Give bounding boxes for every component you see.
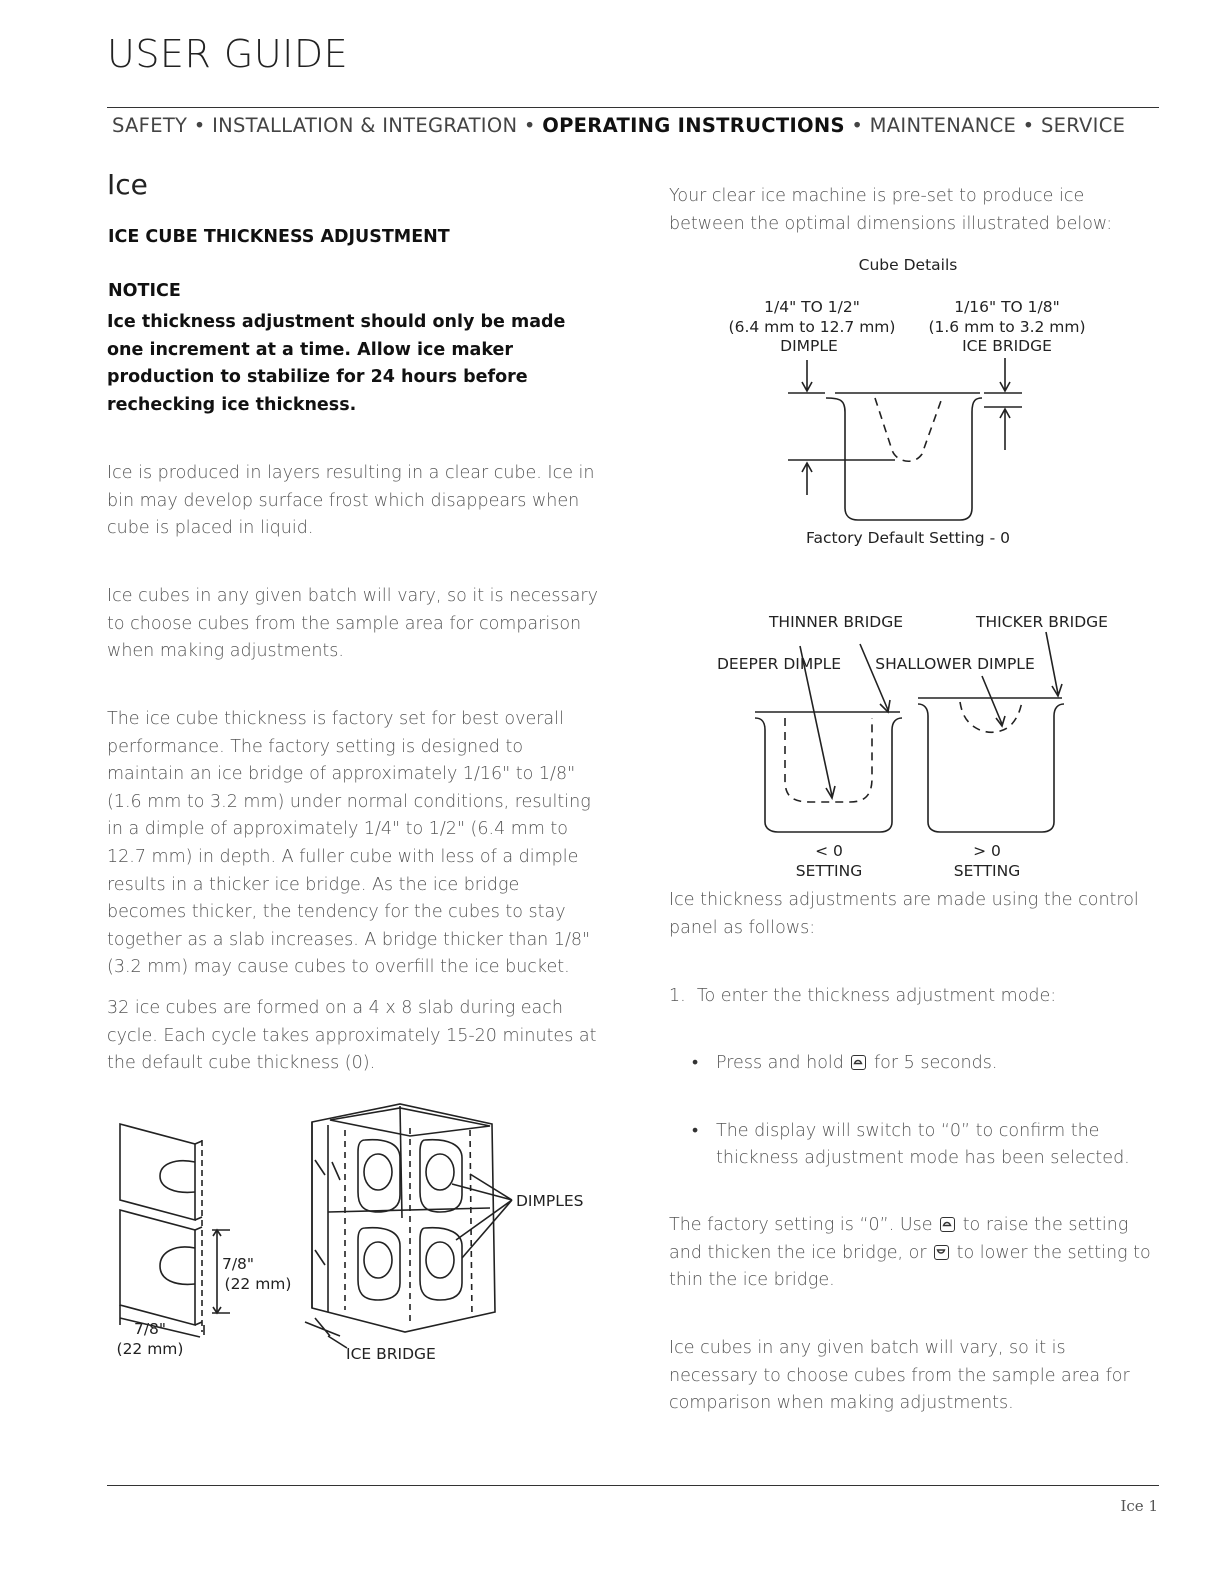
section-title: Ice (107, 168, 148, 201)
notice-body: Ice thickness adjustment should only be made one increment at a time. Allow ice maker production to stabilize for 24 hours before rechecking ice thickness. (107, 312, 566, 415)
gt-zero-value: > 0 (973, 842, 1001, 860)
page-title: USER GUIDE (107, 32, 349, 76)
paragraph-batch-vary: Ice cubes in any given batch will vary, so it is necessary to choose cubes from the sample area for comparison when making adjustments. (107, 586, 598, 662)
width-dim-2: (22 mm) (116, 1340, 184, 1358)
adjust-paragraph: Ice thickness adjustments are made using the control panel as follows: (669, 890, 1139, 938)
bullet-press-hold (692, 1050, 1132, 1078)
down-button-icon (934, 1245, 949, 1260)
deeper-dimple-label: DEEPER DIMPLE (716, 655, 842, 673)
nav-separator: • (187, 114, 213, 137)
ice-slab-figure (100, 1100, 620, 1380)
dimple-label: DIMPLE (780, 337, 838, 355)
bridge-range-mm: (1.6 mm to 3.2 mm) (928, 318, 1086, 336)
up-button-icon (940, 1217, 955, 1232)
factory-text-a: The factory setting is “0”. Use (669, 1215, 939, 1235)
shallower-dimple-label: SHALLOWER DIMPLE (875, 655, 1035, 673)
step-1: 1. To enter the thickness adjustment mode: (669, 986, 1057, 1006)
section-nav (112, 114, 1125, 137)
subheading: ICE CUBE THICKNESS ADJUSTMENT (108, 227, 450, 247)
paragraph-cycle: 32 ice cubes are formed on a 4 x 8 slab during each cycle. Each cycle takes approximately 15-20 minutes at the default cube thickness (0). (107, 998, 597, 1074)
notice-label: NOTICE (108, 281, 181, 301)
factory-text-c: to lower the setting to thin the ice bridge. (669, 1242, 1151, 1291)
bullet-press-hold-text-a: Press and hold (716, 1053, 850, 1073)
intro-paragraph: Your clear ice machine is pre-set to produce ice between the optimal dimensions illustrated below: (669, 186, 1113, 234)
paragraph-layers: Ice is produced in layers resulting in a clear cube. Ice in bin may develop surface frost which disappears when cube is placed in liquid. (107, 463, 595, 539)
nav-separator: • (1016, 114, 1041, 137)
factory-setting-paragraph (669, 1212, 1159, 1295)
settings-comparison-figure (700, 600, 1130, 885)
nav-operating-instructions[interactable]: OPERATING INSTRUCTIONS (542, 114, 845, 137)
nav-safety[interactable]: SAFETY (112, 114, 188, 137)
cube-details-title: Cube Details (858, 256, 958, 274)
thinner-bridge-label: THINNER BRIDGE (768, 613, 904, 631)
up-button-icon (851, 1055, 866, 1070)
header-divider (107, 107, 1159, 108)
cube-details-figure (700, 250, 1120, 560)
nav-installation[interactable]: INSTALLATION & INTEGRATION (212, 114, 518, 137)
step-1-bullets (692, 1050, 1132, 1173)
bridge-label: ICE BRIDGE (962, 337, 1052, 355)
batch-vary-paragraph: Ice cubes in any given batch will vary, so it is necessary to choose cubes from the sample area for comparison when making adjustments. (669, 1338, 1130, 1414)
ice-bridge-label: ICE BRIDGE (346, 1345, 436, 1363)
lt-zero-setting: SETTING (795, 862, 863, 880)
nav-maintenance[interactable]: MAINTENANCE (869, 114, 1017, 137)
dimples-label: DIMPLES (516, 1192, 584, 1210)
page-number: Ice 1 (1120, 1497, 1158, 1515)
bullet-press-hold-text-b: for 5 seconds. (868, 1053, 998, 1073)
thicker-bridge-label: THICKER BRIDGE (976, 613, 1108, 631)
nav-separator: • (517, 114, 543, 137)
lt-zero-value: < 0 (815, 842, 843, 860)
paragraph-factory-thickness: The ice cube thickness is factory set for best overall performance. The factory setting is designed to maintain an ice bridge of approximately 1/16" to 1/8" (1.6 mm to 3.2 mm) under normal conditions, resulting in a dimple of approximately 1/4" to 1/2" (6.4 mm to 12.7 mm) in depth. A fuller cube with less of a dimple results in a thicker ice bridge. As the ice bridge becomes thicker, the tendency for the cubes to stay together as a slab increases. A bridge thicker than 1/8" (3.2 mm) may cause cubes to overfill the ice bucket. (107, 709, 591, 978)
footer-divider (107, 1485, 1159, 1486)
bridge-range: 1/16" TO 1/8" (954, 298, 1060, 316)
dimple-range-mm: (6.4 mm to 12.7 mm) (728, 318, 896, 336)
nav-service[interactable]: SERVICE (1040, 114, 1126, 137)
bullet-display-switch: • The display will switch to “0” to confirm the thickness adjustment mode has been selected. (692, 1118, 1132, 1173)
nav-separator: • (844, 114, 870, 137)
factory-default-caption: Factory Default Setting - 0 (806, 529, 1010, 547)
dimple-range: 1/4" TO 1/2" (764, 298, 860, 316)
factory-text-b: to raise the setting and thicken the ice bridge, or (669, 1215, 1129, 1263)
height-dim-1: 7/8" (221, 1255, 255, 1273)
width-dim-1: 7/8" (133, 1320, 167, 1338)
gt-zero-setting: SETTING (953, 862, 1021, 880)
height-dim-2: (22 mm) (224, 1275, 292, 1293)
